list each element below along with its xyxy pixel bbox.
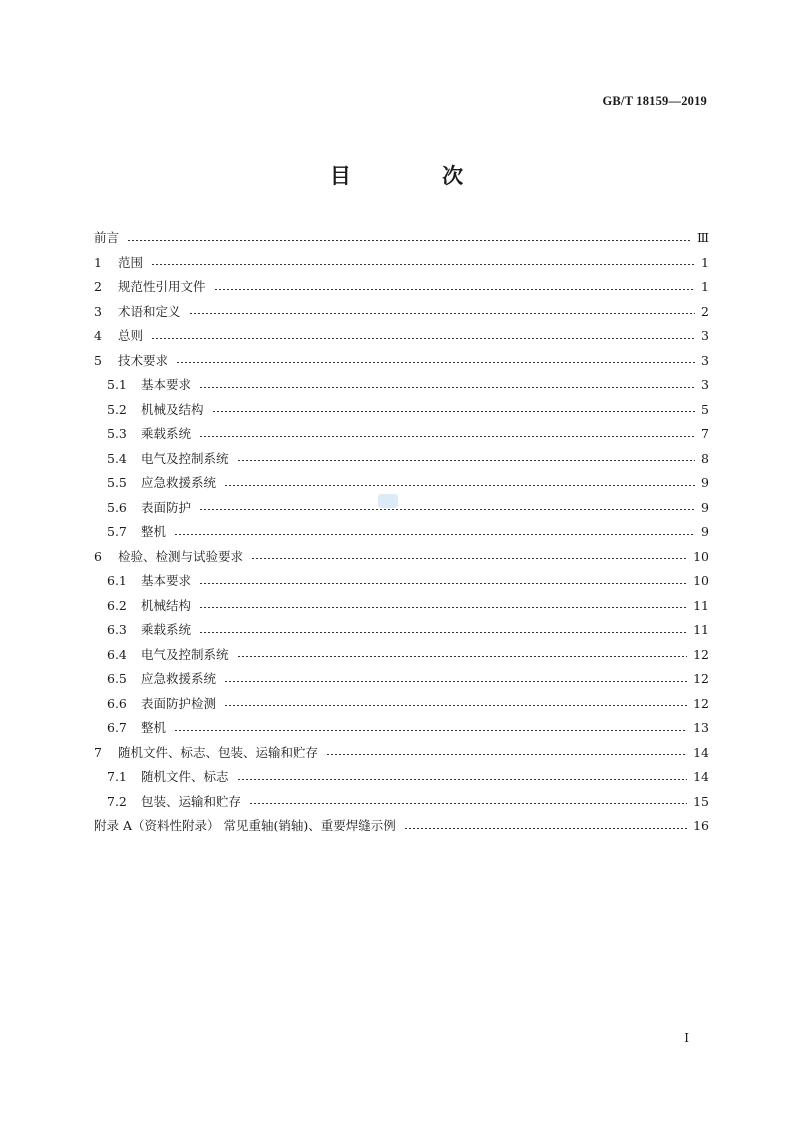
toc-entry-page: 12 <box>693 695 709 711</box>
toc-entry <box>94 349 709 374</box>
toc-entry-page: 16 <box>693 818 709 833</box>
toc-entry-page: 14 <box>693 769 709 784</box>
toc-entry-page: 1 <box>701 279 709 294</box>
dot-leader <box>174 730 687 731</box>
toc-entry-title: 机械结构 <box>141 597 192 613</box>
toc-entry-title: 整机 <box>141 524 167 539</box>
toc-entry <box>94 667 709 692</box>
toc-entry-title: 电气及控制系统 <box>141 646 229 662</box>
toc-entry <box>94 643 709 668</box>
dot-leader <box>224 485 695 486</box>
dot-leader <box>214 289 695 290</box>
toc-entry-number: 5.7 <box>107 524 127 539</box>
dot-leader <box>199 387 695 388</box>
toc-entry-title: 机械及结构 <box>141 401 204 417</box>
dot-leader <box>199 607 687 608</box>
toc-entry-title: 乘载系统 <box>141 622 192 637</box>
dot-leader <box>151 264 695 265</box>
toc-entry-number: 5.1 <box>107 377 127 392</box>
toc-entry-number: 6.3 <box>107 622 127 637</box>
toc-entry-title: 技术要求 <box>118 352 169 368</box>
toc-entry-title: 乘载系统 <box>141 426 192 441</box>
table-of-contents <box>94 226 709 839</box>
dot-leader <box>224 705 687 706</box>
toc-entry <box>94 790 709 815</box>
dot-leader <box>199 583 687 584</box>
toc-entry-page: 3 <box>701 352 709 368</box>
toc-entry-page: 5 <box>701 401 709 417</box>
toc-entry-page: 3 <box>701 377 709 392</box>
toc-entry-number: 7 <box>94 744 102 760</box>
toc-entry-number: 5.6 <box>107 499 127 515</box>
toc-entry <box>94 520 709 545</box>
toc-entry-number: 5 <box>94 352 102 368</box>
toc-entry-title: 检验、检测与试验要求 <box>118 548 244 564</box>
toc-entry <box>94 716 709 741</box>
toc-entry-page: 2 <box>701 303 709 319</box>
toc-entry-page: 9 <box>701 499 709 515</box>
toc-entry-number: 2 <box>94 279 102 294</box>
toc-entry <box>94 226 709 251</box>
toc-entry-title: 整机 <box>141 720 167 735</box>
toc-entry-page: 11 <box>693 622 709 637</box>
toc-entry-page: 15 <box>693 793 709 809</box>
toc-entry-page: 9 <box>701 524 709 539</box>
toc-entry <box>94 300 709 325</box>
toc-entry-number: 1 <box>94 254 102 270</box>
toc-entry-number: 6.5 <box>107 671 127 686</box>
toc-entry-title: 电气及控制系统 <box>141 450 229 466</box>
dot-leader <box>404 828 687 829</box>
toc-entry-title: 基本要求 <box>141 377 192 392</box>
toc-entry <box>94 324 709 349</box>
toc-entry-title: 包装、运输和贮存 <box>141 793 242 809</box>
toc-entry-title: 表面防护检测 <box>141 695 217 711</box>
toc-entry <box>94 594 709 619</box>
dot-leader <box>224 681 687 682</box>
toc-entry <box>94 422 709 447</box>
dot-leader <box>237 460 695 461</box>
toc-entry-number: 6.7 <box>107 720 127 735</box>
toc-entry-number: 3 <box>94 303 102 319</box>
toc-entry-number: 6 <box>94 548 102 564</box>
toc-entry <box>94 496 709 521</box>
toc-entry <box>94 545 709 570</box>
toc-entry-title: 总则 <box>118 328 144 343</box>
toc-entry-title: 随机文件、标志、包装、运输和贮存 <box>118 744 319 760</box>
toc-entry-number: 7.1 <box>107 769 127 784</box>
toc-entry <box>94 569 709 594</box>
dot-leader <box>326 754 687 755</box>
toc-entry-number: 4 <box>94 328 102 343</box>
toc-entry-title: 应急救援系统 <box>141 671 217 686</box>
toc-entry-number: 7.2 <box>107 793 127 809</box>
toc-entry-page: 12 <box>693 671 709 686</box>
toc-entry-title: 应急救援系统 <box>141 475 217 490</box>
dot-leader <box>174 534 695 535</box>
toc-entry <box>94 692 709 717</box>
dot-leader <box>199 632 687 633</box>
toc-entry-page: Ⅲ <box>696 230 709 245</box>
toc-entry <box>94 814 709 839</box>
toc-entry-number: 5.3 <box>107 426 127 441</box>
toc-entry-number: 6.2 <box>107 597 127 613</box>
dot-leader <box>199 436 695 437</box>
toc-entry <box>94 765 709 790</box>
standard-code: GB/T 18159—2019 <box>602 94 707 108</box>
toc-entry-title: 前言 <box>94 230 120 245</box>
toc-entry-page: 9 <box>701 475 709 490</box>
dot-leader <box>176 362 695 363</box>
toc-entry-page: 14 <box>693 744 709 760</box>
dot-leader <box>251 558 687 559</box>
dot-leader <box>151 338 695 339</box>
toc-entry-page: 7 <box>701 426 709 441</box>
page-title: 目 次 <box>329 164 506 188</box>
toc-entry <box>94 447 709 472</box>
toc-entry-number: 5.2 <box>107 401 127 417</box>
page-number: I <box>684 1031 689 1045</box>
dot-leader <box>189 313 695 314</box>
toc-entry-number: 5.4 <box>107 450 127 466</box>
toc-entry-number: 6.1 <box>107 573 127 588</box>
toc-entry-title: 规范性引用文件 <box>118 279 206 294</box>
toc-entry-page: 10 <box>693 573 709 588</box>
dot-leader <box>212 411 695 412</box>
toc-entry-number: 5.5 <box>107 475 127 490</box>
toc-entry-title: 基本要求 <box>141 573 192 588</box>
toc-entry-title: 术语和定义 <box>118 303 181 319</box>
toc-entry <box>94 275 709 300</box>
toc-entry-page: 8 <box>701 450 709 466</box>
dot-leader <box>199 509 695 510</box>
toc-entry <box>94 741 709 766</box>
toc-entry <box>94 251 709 276</box>
toc-entry <box>94 398 709 423</box>
toc-entry-number: 6.6 <box>107 695 127 711</box>
dot-leader <box>237 779 688 780</box>
toc-entry-page: 10 <box>693 548 709 564</box>
dot-leader <box>127 240 691 241</box>
toc-entry-page: 11 <box>693 597 709 613</box>
toc-entry-title: 范围 <box>118 254 144 270</box>
toc-entry-title: 表面防护 <box>141 499 192 515</box>
toc-entry-page: 1 <box>701 254 709 270</box>
toc-entry-title: 附录 A（资料性附录） 常见重轴(销轴)、重要焊缝示例 <box>94 818 396 833</box>
watermark-logo <box>378 494 398 508</box>
toc-entry-page: 13 <box>693 720 709 735</box>
toc-entry <box>94 618 709 643</box>
dot-leader <box>237 656 688 657</box>
toc-entry <box>94 471 709 496</box>
toc-entry-title: 随机文件、标志 <box>141 769 229 784</box>
toc-entry <box>94 373 709 398</box>
toc-entry-page: 3 <box>701 328 709 343</box>
dot-leader <box>249 803 687 804</box>
toc-entry-page: 12 <box>693 646 709 662</box>
toc-entry-number: 6.4 <box>107 646 127 662</box>
